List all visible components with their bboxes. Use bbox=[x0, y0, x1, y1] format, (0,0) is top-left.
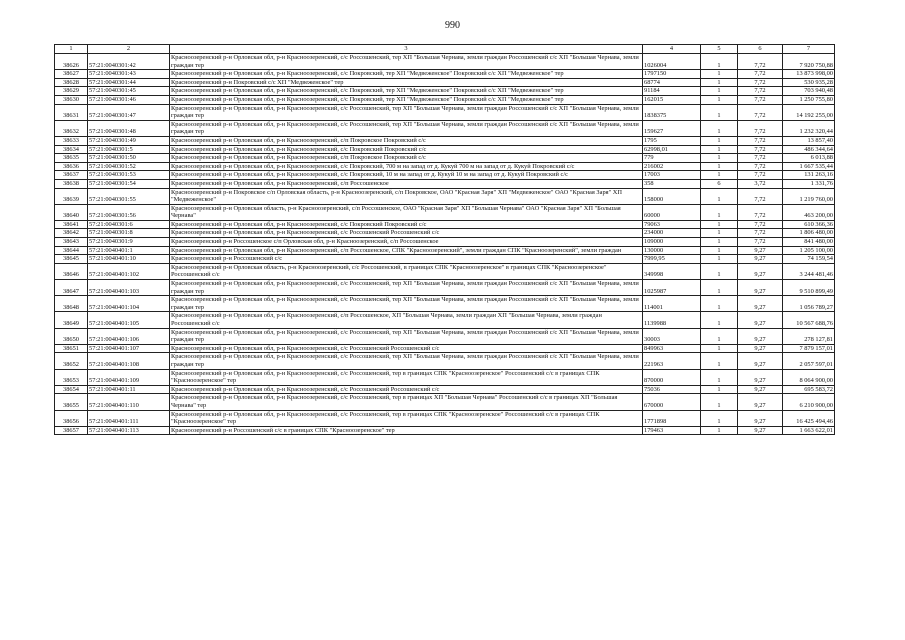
rate: 9,27 bbox=[738, 410, 783, 426]
category: 1 bbox=[701, 204, 738, 220]
category: 1 bbox=[701, 328, 738, 344]
category: 1 bbox=[701, 87, 738, 96]
row-number: 38645 bbox=[55, 255, 88, 264]
rate: 7,72 bbox=[738, 145, 783, 154]
rate: 7,72 bbox=[738, 188, 783, 204]
row-number: 38629 bbox=[55, 87, 88, 96]
cadastral-value: 16 425 494,46 bbox=[783, 410, 835, 426]
rate: 9,27 bbox=[738, 312, 783, 328]
rate: 9,27 bbox=[738, 255, 783, 264]
area: 62998,01 bbox=[643, 145, 701, 154]
category: 1 bbox=[701, 70, 738, 79]
area: 1797150 bbox=[643, 70, 701, 79]
page-number: 990 bbox=[445, 20, 460, 31]
address: Красноозеренский р-н Орловская обл, р-н Красноозеренский, с/п Покровское Покровский с/с bbox=[170, 136, 643, 145]
cadastral-value: 7 920 750,88 bbox=[783, 54, 835, 70]
address: Красноозеренский р-н Орловская обл, р-н Красноозеренский, с/с Россошенский Россошенский с/с bbox=[170, 385, 643, 394]
category: 1 bbox=[701, 353, 738, 369]
area: 159627 bbox=[643, 120, 701, 136]
area: 1139988 bbox=[643, 312, 701, 328]
table-row bbox=[55, 344, 835, 353]
rate: 9,27 bbox=[738, 296, 783, 312]
cadastral-value: 7 879 157,01 bbox=[783, 344, 835, 353]
cadastral-number: 57:21:0040301:42 bbox=[88, 54, 170, 70]
address: Красноозеренский р-н Орловская область, р-н Красноозеренский, с/с Россошенский, в границах СПК "Красноозеренское" в границах СПК "Красноозеренское" Россошенский с/с bbox=[170, 263, 643, 279]
row-number: 38640 bbox=[55, 204, 88, 220]
category: 1 bbox=[701, 426, 738, 435]
cadastral-value: 486 344,64 bbox=[783, 145, 835, 154]
table-row bbox=[55, 246, 835, 255]
cadastral-value: 1 250 755,80 bbox=[783, 95, 835, 104]
rate: 7,72 bbox=[738, 204, 783, 220]
cadastral-number: 57:21:0040401:11 bbox=[88, 385, 170, 394]
cadastral-number: 57:21:0040301:55 bbox=[88, 188, 170, 204]
cadastral-number: 57:21:0040301:50 bbox=[88, 154, 170, 163]
cadastral-number: 57:21:0040301:5 bbox=[88, 145, 170, 154]
column-header: 5 bbox=[701, 45, 738, 54]
table-row bbox=[55, 136, 835, 145]
table-row bbox=[55, 204, 835, 220]
table-row bbox=[55, 238, 835, 247]
rate: 9,27 bbox=[738, 263, 783, 279]
area: 234000 bbox=[643, 229, 701, 238]
column-header: 2 bbox=[88, 45, 170, 54]
table-row bbox=[55, 394, 835, 410]
cadastral-value: 2 057 597,01 bbox=[783, 353, 835, 369]
table-row bbox=[55, 162, 835, 171]
cadastral-value: 131 263,16 bbox=[783, 171, 835, 180]
category: 1 bbox=[701, 394, 738, 410]
rate: 9,27 bbox=[738, 328, 783, 344]
address: Красноозеренский р-н Орловская обл, р-н Красноозеренский, с/с Россошенский, тер в границах ХП "Большая Чернава" Россошенский с/с в границах ХП "Большая Чернава" тер bbox=[170, 394, 643, 410]
address: Красноозеренский р-н Орловская обл, р-н Красноозеренский, с/с Россошенский, тер ХП "Большая Чернава, земли граждан Россошенский с/с ХП "Большая Чернава, земли граждан тер bbox=[170, 54, 643, 70]
cadastral-value: 74 159,54 bbox=[783, 255, 835, 264]
header-row bbox=[55, 45, 835, 54]
area: 1026004 bbox=[643, 54, 701, 70]
table-row bbox=[55, 70, 835, 79]
row-number: 38635 bbox=[55, 154, 88, 163]
cadastral-number: 57:21:0040301:44 bbox=[88, 78, 170, 87]
rate: 7,72 bbox=[738, 171, 783, 180]
row-number: 38638 bbox=[55, 179, 88, 188]
category: 1 bbox=[701, 255, 738, 264]
category: 1 bbox=[701, 229, 738, 238]
address: Красноозеренский р-н Покровское с/п Орловская область, р-н Красноозеренский, с/п Покровское, ОАО "Красная Заря" ХП "Медвеженское" ОАО "Красная Заря" ХП "Медвеженское" bbox=[170, 188, 643, 204]
area: 17003 bbox=[643, 171, 701, 180]
table-row bbox=[55, 120, 835, 136]
cadastral-value: 1 056 789,27 bbox=[783, 296, 835, 312]
area: 349998 bbox=[643, 263, 701, 279]
row-number: 38657 bbox=[55, 426, 88, 435]
area: 179463 bbox=[643, 426, 701, 435]
category: 1 bbox=[701, 410, 738, 426]
address: Красноозеренский р-н Россошенский с/с в границах СПК "Красноозеренское" тер bbox=[170, 426, 643, 435]
cadastral-number: 57:21:0040401:109 bbox=[88, 369, 170, 385]
row-number: 38627 bbox=[55, 70, 88, 79]
cadastral-value: 8 064 900,00 bbox=[783, 369, 835, 385]
area: 30003 bbox=[643, 328, 701, 344]
row-number: 38636 bbox=[55, 162, 88, 171]
area: 158000 bbox=[643, 188, 701, 204]
row-number: 38649 bbox=[55, 312, 88, 328]
row-number: 38652 bbox=[55, 353, 88, 369]
address: Красноозеренский р-н Орловская обл, р-н Красноозеренский, с/с Покровский Покровский с/с bbox=[170, 145, 643, 154]
row-number: 38632 bbox=[55, 120, 88, 136]
row-number: 38644 bbox=[55, 246, 88, 255]
rate: 9,27 bbox=[738, 369, 783, 385]
table-row bbox=[55, 410, 835, 426]
rate: 3,72 bbox=[738, 179, 783, 188]
rate: 9,27 bbox=[738, 344, 783, 353]
cadastral-number: 57:21:0040301:45 bbox=[88, 87, 170, 96]
rate: 9,27 bbox=[738, 246, 783, 255]
category: 1 bbox=[701, 220, 738, 229]
area: 216002 bbox=[643, 162, 701, 171]
category: 1 bbox=[701, 120, 738, 136]
row-number: 38634 bbox=[55, 145, 88, 154]
table-row bbox=[55, 280, 835, 296]
area: 779 bbox=[643, 154, 701, 163]
area: 79063 bbox=[643, 220, 701, 229]
row-number: 38633 bbox=[55, 136, 88, 145]
cadastral-value: 1 663 622,01 bbox=[783, 426, 835, 435]
cadastral-number: 57:21:0040401:111 bbox=[88, 410, 170, 426]
rate: 7,72 bbox=[738, 238, 783, 247]
row-number: 38654 bbox=[55, 385, 88, 394]
register-table bbox=[54, 44, 835, 435]
cadastral-value: 13 857,40 bbox=[783, 136, 835, 145]
cadastral-value: 1 667 535,44 bbox=[783, 162, 835, 171]
address: Красноозеренский р-н Орловская обл, р-н Красноозеренский, с/с Покровский, тер ХП "Медвеженское" Покровский с/с ХП "Медвеженское" тер bbox=[170, 95, 643, 104]
address: Красноозеренский р-н Орловская обл, р-н Красноозеренский, с/с Россошенский Россошенский с/с bbox=[170, 344, 643, 353]
category: 1 bbox=[701, 136, 738, 145]
row-number: 38631 bbox=[55, 104, 88, 120]
cadastral-number: 57:21:0040401:108 bbox=[88, 353, 170, 369]
rate: 7,72 bbox=[738, 220, 783, 229]
category: 1 bbox=[701, 145, 738, 154]
table-row bbox=[55, 328, 835, 344]
category: 1 bbox=[701, 312, 738, 328]
cadastral-number: 57:21:0040301:54 bbox=[88, 179, 170, 188]
cadastral-number: 57:21:0040301:53 bbox=[88, 171, 170, 180]
table-row bbox=[55, 220, 835, 229]
category: 1 bbox=[701, 385, 738, 394]
cadastral-number: 57:21:0040401:107 bbox=[88, 344, 170, 353]
table-row bbox=[55, 188, 835, 204]
cadastral-number: 57:21:0040401:10 bbox=[88, 255, 170, 264]
cadastral-number: 57:21:0040301:48 bbox=[88, 120, 170, 136]
area: 1795 bbox=[643, 136, 701, 145]
category: 1 bbox=[701, 246, 738, 255]
address: Красноозеренский р-н Орловская обл, р-н Красноозеренский, с/с Покровский, тер ХП "Медвеженское" Покровский с/с ХП "Медвеженское" тер bbox=[170, 87, 643, 96]
cadastral-value: 610 366,36 bbox=[783, 220, 835, 229]
cadastral-number: 57:21:0040401:103 bbox=[88, 280, 170, 296]
rate: 7,72 bbox=[738, 95, 783, 104]
rate: 7,72 bbox=[738, 70, 783, 79]
area: 1771898 bbox=[643, 410, 701, 426]
table-row bbox=[55, 385, 835, 394]
cadastral-value: 6 013,88 bbox=[783, 154, 835, 163]
row-number: 38651 bbox=[55, 344, 88, 353]
row-number: 38630 bbox=[55, 95, 88, 104]
cadastral-value: 6 210 900,00 bbox=[783, 394, 835, 410]
cadastral-number: 57:21:0040301:46 bbox=[88, 95, 170, 104]
area: 358 bbox=[643, 179, 701, 188]
row-number: 38648 bbox=[55, 296, 88, 312]
cadastral-number: 57:21:0040301:43 bbox=[88, 70, 170, 79]
table-row bbox=[55, 263, 835, 279]
category: 6 bbox=[701, 179, 738, 188]
area: 670000 bbox=[643, 394, 701, 410]
area: 849963 bbox=[643, 344, 701, 353]
cadastral-number: 57:21:0040301:56 bbox=[88, 204, 170, 220]
cadastral-number: 57:21:0040401:113 bbox=[88, 426, 170, 435]
column-header: 3 bbox=[170, 45, 643, 54]
row-number: 38650 bbox=[55, 328, 88, 344]
category: 1 bbox=[701, 54, 738, 70]
cadastral-value: 695 583,72 bbox=[783, 385, 835, 394]
cadastral-number: 57:21:0040301:49 bbox=[88, 136, 170, 145]
address: Красноозеренский р-н Орловская обл, р-н Красноозеренский, с/п Россошенское, ХП "Большая Чернава, земли граждан ХП "Большая Чернава, земли граждан Россошенский с/с bbox=[170, 312, 643, 328]
row-number: 38656 bbox=[55, 410, 88, 426]
table-row bbox=[55, 87, 835, 96]
cadastral-value: 703 940,48 bbox=[783, 87, 835, 96]
rate: 7,72 bbox=[738, 78, 783, 87]
area: 60000 bbox=[643, 204, 701, 220]
cadastral-number: 57:21:0040401:106 bbox=[88, 328, 170, 344]
table-row bbox=[55, 54, 835, 70]
rate: 9,27 bbox=[738, 426, 783, 435]
table-row bbox=[55, 171, 835, 180]
cadastral-value: 1 331,76 bbox=[783, 179, 835, 188]
category: 1 bbox=[701, 344, 738, 353]
cadastral-value: 1 232 320,44 bbox=[783, 120, 835, 136]
row-number: 38646 bbox=[55, 263, 88, 279]
cadastral-value: 463 200,00 bbox=[783, 204, 835, 220]
cadastral-value: 1 806 480,00 bbox=[783, 229, 835, 238]
area: 91184 bbox=[643, 87, 701, 96]
rate: 9,27 bbox=[738, 353, 783, 369]
category: 1 bbox=[701, 162, 738, 171]
address: Красноозеренский р-н Орловская обл, р-н Красноозеренский, с/п Россошенское bbox=[170, 179, 643, 188]
cadastral-value: 841 480,00 bbox=[783, 238, 835, 247]
column-header: 4 bbox=[643, 45, 701, 54]
cadastral-value: 1 205 100,00 bbox=[783, 246, 835, 255]
rate: 7,72 bbox=[738, 87, 783, 96]
address: Красноозеренский р-н Орловская обл, р-н Красноозеренский, с/с Покровский, 700 м на запад от д. Кукуй 700 м на запад от д. Кукуй Покровский с/с bbox=[170, 162, 643, 171]
area: 7999,95 bbox=[643, 255, 701, 264]
rate: 7,72 bbox=[738, 104, 783, 120]
row-number: 38641 bbox=[55, 220, 88, 229]
cadastral-value: 278 127,81 bbox=[783, 328, 835, 344]
area: 75036 bbox=[643, 385, 701, 394]
area: 870000 bbox=[643, 369, 701, 385]
address: Красноозеренский р-н Орловская обл, р-н Красноозеренский, с/с Россошенский, тер ХП "Большая Чернава, земли граждан Россошенский с/с ХП "Большая Чернава, земли граждан тер bbox=[170, 353, 643, 369]
row-number: 38637 bbox=[55, 171, 88, 180]
column-header: 7 bbox=[783, 45, 835, 54]
table-row bbox=[55, 179, 835, 188]
address: Красноозеренский р-н Орловская обл, р-н Красноозеренский, с/с Россошенский Россошенский с/с bbox=[170, 229, 643, 238]
table-row bbox=[55, 229, 835, 238]
cadastral-value: 3 244 481,46 bbox=[783, 263, 835, 279]
cadastral-value: 1 219 760,00 bbox=[783, 188, 835, 204]
cadastral-number: 57:21:0040301:52 bbox=[88, 162, 170, 171]
address: Красноозеренский р-н Орловская обл, р-н Красноозеренский, с/п Россошенское, СПК "Красноозеренский", земли граждан СПК "Красноозеренский", земли граждан bbox=[170, 246, 643, 255]
area: 1838375 bbox=[643, 104, 701, 120]
category: 1 bbox=[701, 171, 738, 180]
area: 221963 bbox=[643, 353, 701, 369]
area: 114001 bbox=[643, 296, 701, 312]
rate: 7,72 bbox=[738, 229, 783, 238]
row-number: 38647 bbox=[55, 280, 88, 296]
cadastral-number: 57:21:0040401:105 bbox=[88, 312, 170, 328]
address: Красноозеренский р-н Орловская обл, р-н Красноозеренский, с/с Россошенский, тер ХП "Большая Чернава, земли граждан Россошенский с/с ХП "Большая Чернава, земли граждан тер bbox=[170, 328, 643, 344]
address: Красноозеренский р-н Орловская область, р-н Красноозеренский, с/п Россошенское, ОАО "Красная Заря" ХП "Большая Чернава" ОАО "Красная Заря" ХП "Большая Чернава" bbox=[170, 204, 643, 220]
table-row bbox=[55, 312, 835, 328]
table-row bbox=[55, 154, 835, 163]
cadastral-value: 530 935,28 bbox=[783, 78, 835, 87]
address: Красноозеренский р-н Орловская обл, р-н Красноозеренский, с/с Россошенский, тер в границах СПК "Красноозеренское" Россошенский с/с в границах СПК "Красноозеренское" тер bbox=[170, 369, 643, 385]
cadastral-value: 9 510 899,49 bbox=[783, 280, 835, 296]
category: 1 bbox=[701, 104, 738, 120]
rate: 9,27 bbox=[738, 385, 783, 394]
category: 1 bbox=[701, 296, 738, 312]
table-row bbox=[55, 78, 835, 87]
address: Красноозеренский р-н Орловская обл, р-н Красноозеренский, с/с Россошенский, тер в границах СПК "Красноозеренское" Россошенский с/с в границах СПК "Красноозеренское" тер bbox=[170, 410, 643, 426]
category: 1 bbox=[701, 188, 738, 204]
table-row bbox=[55, 95, 835, 104]
category: 1 bbox=[701, 280, 738, 296]
cadastral-number: 57:21:0040301:6 bbox=[88, 220, 170, 229]
rate: 7,72 bbox=[738, 120, 783, 136]
cadastral-number: 57:21:0040401:110 bbox=[88, 394, 170, 410]
cadastral-number: 57:21:0040301:8 bbox=[88, 229, 170, 238]
table-row bbox=[55, 296, 835, 312]
table-row bbox=[55, 369, 835, 385]
rate: 7,72 bbox=[738, 154, 783, 163]
cadastral-value: 13 873 998,00 bbox=[783, 70, 835, 79]
area: 1025987 bbox=[643, 280, 701, 296]
row-number: 38653 bbox=[55, 369, 88, 385]
address: Красноозеренский р-н Орловская обл, р-н Красноозеренский, с/с Россошенский, тер ХП "Большая Чернава, земли граждан Россошенский с/с ХП "Большая Чернава, земли граждан тер bbox=[170, 280, 643, 296]
address: Красноозеренский р-н Россошенский с/с bbox=[170, 255, 643, 264]
address: Красноозеренский р-н Орловская обл, р-н Красноозеренский, с/с Покровский, тер ХП "Медвеженское" Покровский с/с ХП "Медвеженское" тер bbox=[170, 70, 643, 79]
address: Красноозеренский р-н Орловская обл, р-н Красноозеренский, с/с Россошенский, тер ХП "Большая Чернава, земли граждан Россошенский с/с ХП "Большая Чернава, земли граждан тер bbox=[170, 104, 643, 120]
address: Красноозеренский р-н Орловская обл, р-н Красноозеренский, с/с Покровский Покровский с/с bbox=[170, 220, 643, 229]
category: 1 bbox=[701, 78, 738, 87]
row-number: 38628 bbox=[55, 78, 88, 87]
rate: 7,72 bbox=[738, 162, 783, 171]
cadastral-number: 57:21:0040301:47 bbox=[88, 104, 170, 120]
category: 1 bbox=[701, 369, 738, 385]
address: Красноозеренский р-н Покровский с/с ХП "Медвеженское" тер bbox=[170, 78, 643, 87]
row-number: 38639 bbox=[55, 188, 88, 204]
cadastral-number: 57:21:0040401:102 bbox=[88, 263, 170, 279]
row-number: 38626 bbox=[55, 54, 88, 70]
category: 1 bbox=[701, 263, 738, 279]
column-header: 1 bbox=[55, 45, 88, 54]
rate: 9,27 bbox=[738, 394, 783, 410]
address: Красноозеренский р-н Россошенское с/п Орловская обл, р-н Красноозеренский, с/п Россошенское bbox=[170, 238, 643, 247]
cadastral-value: 14 192 255,00 bbox=[783, 104, 835, 120]
row-number: 38642 bbox=[55, 229, 88, 238]
cadastral-number: 57:21:0040301:9 bbox=[88, 238, 170, 247]
table-row bbox=[55, 255, 835, 264]
rate: 9,27 bbox=[738, 280, 783, 296]
table-row bbox=[55, 104, 835, 120]
area: 162015 bbox=[643, 95, 701, 104]
category: 1 bbox=[701, 154, 738, 163]
table-row bbox=[55, 353, 835, 369]
address: Красноозеренский р-н Орловская обл, р-н Красноозеренский, с/с Россошенский, тер ХП "Большая Чернава, земли граждан Россошенский с/с ХП "Большая Чернава, земли граждан тер bbox=[170, 296, 643, 312]
table-row bbox=[55, 426, 835, 435]
column-header: 6 bbox=[738, 45, 783, 54]
category: 1 bbox=[701, 238, 738, 247]
area: 109000 bbox=[643, 238, 701, 247]
row-number: 38643 bbox=[55, 238, 88, 247]
area: 130000 bbox=[643, 246, 701, 255]
cadastral-number: 57:21:0040401:1 bbox=[88, 246, 170, 255]
row-number: 38655 bbox=[55, 394, 88, 410]
category: 1 bbox=[701, 95, 738, 104]
address: Красноозеренский р-н Орловская обл, р-н Красноозеренский, с/п Покровское Покровский с/с bbox=[170, 154, 643, 163]
address: Красноозеренский р-н Орловская обл, р-н Красноозеренский, с/с Покровский, 10 м на запад от д. Кукуй 10 м на запад от д. Кукуй Покровский с/с bbox=[170, 171, 643, 180]
area: 68774 bbox=[643, 78, 701, 87]
table-row bbox=[55, 145, 835, 154]
address: Красноозеренский р-н Орловская обл, р-н Красноозеренский, с/с Россошенский, тер ХП "Большая Чернава, земли граждан Россошенский с/с ХП "Большая Чернава, земли граждан тер bbox=[170, 120, 643, 136]
rate: 7,72 bbox=[738, 54, 783, 70]
cadastral-value: 10 567 688,76 bbox=[783, 312, 835, 328]
cadastral-number: 57:21:0040401:104 bbox=[88, 296, 170, 312]
rate: 7,72 bbox=[738, 136, 783, 145]
